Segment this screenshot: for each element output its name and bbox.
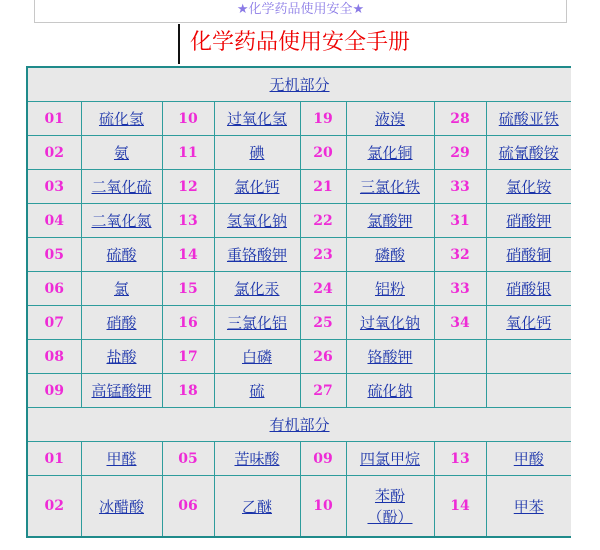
item-number: 09	[300, 442, 346, 476]
item-number: 15	[162, 272, 214, 306]
item-number: 13	[434, 442, 486, 476]
item-name-cell	[486, 170, 571, 204]
item-name-cell	[214, 340, 300, 374]
item-number: 12	[162, 170, 214, 204]
item-number	[434, 374, 486, 408]
section-link-inorganic[interactable]: 无机部分	[269, 76, 330, 94]
item-number: 20	[300, 136, 346, 170]
item-number: 10	[162, 102, 214, 136]
item-number: 19	[300, 102, 346, 136]
inorganic-chemical-link[interactable]: 硝酸钾	[506, 212, 552, 230]
inorganic-chemical-link[interactable]: 铝粉	[374, 280, 405, 298]
item-name-cell	[486, 102, 571, 136]
item-number: 18	[162, 374, 214, 408]
item-name-cell	[214, 442, 300, 476]
page-header-bar	[34, 0, 567, 23]
table-row	[27, 476, 571, 538]
item-name-cell	[81, 238, 162, 272]
inorganic-chemical-link[interactable]: 氨	[113, 144, 129, 162]
section-header-cell	[27, 67, 571, 102]
chemical-index-table	[26, 66, 571, 538]
item-number: 29	[434, 136, 486, 170]
table-row	[27, 374, 571, 408]
inorganic-chemical-link[interactable]: 硫酸	[106, 246, 137, 264]
item-number: 06	[27, 272, 81, 306]
inorganic-chemical-link[interactable]: 高锰酸钾	[91, 382, 152, 400]
organic-chemical-link[interactable]: 甲苯	[513, 497, 544, 516]
item-name-cell	[486, 306, 571, 340]
inorganic-chemical-link[interactable]: 氯	[113, 280, 129, 298]
inorganic-chemical-link[interactable]: 盐酸	[106, 348, 137, 366]
item-name-cell	[346, 170, 434, 204]
item-number: 23	[300, 238, 346, 272]
item-number: 05	[162, 442, 214, 476]
inorganic-chemical-link[interactable]: 硝酸银	[506, 280, 552, 298]
item-number: 25	[300, 306, 346, 340]
inorganic-chemical-link[interactable]: 硫酸亚铁	[498, 110, 559, 128]
table-row	[27, 238, 571, 272]
item-number: 17	[162, 340, 214, 374]
item-number: 33	[434, 272, 486, 306]
item-number: 26	[300, 340, 346, 374]
item-name-cell	[486, 442, 571, 476]
item-name-cell	[81, 306, 162, 340]
item-name-cell	[346, 102, 434, 136]
item-number: 01	[27, 442, 81, 476]
inorganic-chemical-link[interactable]: 氢氧化钠	[226, 212, 287, 230]
item-name-cell	[486, 374, 571, 408]
table-row	[27, 102, 571, 136]
item-name-cell	[81, 442, 162, 476]
item-number: 14	[162, 238, 214, 272]
item-number: 10	[300, 476, 346, 538]
organic-chemical-link[interactable]: 苯酚 （酚）	[367, 487, 413, 526]
item-number: 32	[434, 238, 486, 272]
item-name-cell	[214, 272, 300, 306]
inorganic-chemical-link[interactable]: 硝酸	[106, 314, 137, 332]
item-name-cell	[346, 272, 434, 306]
organic-chemical-link[interactable]: 乙醚	[241, 497, 272, 516]
section-header-cell	[27, 408, 571, 442]
item-number: 03	[27, 170, 81, 204]
item-name-cell	[346, 442, 434, 476]
item-number: 13	[162, 204, 214, 238]
item-name-cell	[214, 136, 300, 170]
inorganic-chemical-link[interactable]: 二氧化硫	[91, 178, 152, 196]
item-number: 11	[162, 136, 214, 170]
item-name-cell	[81, 272, 162, 306]
inorganic-chemical-link[interactable]: 氯化钙	[234, 178, 280, 196]
item-number: 16	[162, 306, 214, 340]
item-name-cell	[346, 476, 434, 538]
table-row	[27, 136, 571, 170]
item-number: 33	[434, 170, 486, 204]
inorganic-chemical-link[interactable]: 液溴	[374, 110, 405, 128]
inorganic-chemical-link[interactable]: 硫氰酸铵	[498, 144, 559, 162]
section-row-inorganic	[27, 67, 571, 102]
item-number: 02	[27, 476, 81, 538]
inorganic-chemical-link[interactable]: 白磷	[241, 348, 272, 366]
table-row	[27, 170, 571, 204]
item-name-cell	[486, 136, 571, 170]
organic-chemical-link[interactable]: 苦味酸	[234, 450, 280, 468]
item-name-cell	[346, 340, 434, 374]
item-name-cell	[214, 204, 300, 238]
item-name-cell	[486, 204, 571, 238]
table-row	[27, 204, 571, 238]
item-number: 05	[27, 238, 81, 272]
item-name-cell	[346, 374, 434, 408]
table-row	[27, 272, 571, 306]
item-name-cell	[81, 170, 162, 204]
organic-chemical-link[interactable]: 甲醛	[106, 450, 137, 468]
item-name-cell	[346, 306, 434, 340]
table-row	[27, 442, 571, 476]
item-name-cell	[81, 476, 162, 538]
inorganic-chemical-link[interactable]: 氯化铜	[367, 144, 413, 162]
item-name-cell	[346, 204, 434, 238]
item-number: 04	[27, 204, 81, 238]
item-name-cell	[486, 476, 571, 538]
item-name-cell	[81, 136, 162, 170]
item-number: 24	[300, 272, 346, 306]
section-row-organic	[27, 408, 571, 442]
inorganic-chemical-link[interactable]: 氯酸钾	[367, 212, 413, 230]
section-link-organic[interactable]: 有机部分	[269, 416, 330, 434]
item-name-cell	[486, 238, 571, 272]
item-number: 28	[434, 102, 486, 136]
inorganic-chemical-link[interactable]: 二氧化氮	[91, 212, 152, 230]
inorganic-chemical-link[interactable]: 氧化钙	[506, 314, 552, 332]
item-number: 14	[434, 476, 486, 538]
item-name-cell	[214, 476, 300, 538]
item-name-cell	[214, 306, 300, 340]
page-title: 化学药品使用安全手册	[189, 30, 410, 55]
item-number: 08	[27, 340, 81, 374]
item-name-cell	[81, 102, 162, 136]
organic-chemical-link[interactable]: 冰醋酸	[98, 497, 144, 516]
item-name-cell	[214, 374, 300, 408]
item-name-cell	[81, 374, 162, 408]
table-row	[27, 306, 571, 340]
item-number: 02	[27, 136, 81, 170]
inorganic-chemical-link[interactable]: 硫	[249, 382, 265, 400]
item-number: 06	[162, 476, 214, 538]
inorganic-chemical-link[interactable]: 过氧化钠	[359, 314, 420, 332]
inorganic-chemical-link[interactable]: 氯化汞	[234, 280, 280, 298]
table-row	[27, 340, 571, 374]
item-name-cell	[81, 204, 162, 238]
organic-chemical-link[interactable]: 甲酸	[513, 450, 544, 468]
item-number: 21	[300, 170, 346, 204]
inorganic-chemical-link[interactable]: 过氧化氢	[226, 110, 287, 128]
item-number: 01	[27, 102, 81, 136]
item-number: 07	[27, 306, 81, 340]
item-number: 09	[27, 374, 81, 408]
inorganic-chemical-link[interactable]: 三氯化铝	[226, 314, 287, 332]
item-name-cell	[81, 340, 162, 374]
inorganic-chemical-link[interactable]: 三氯化铁	[359, 178, 420, 196]
item-number	[434, 340, 486, 374]
header-banner: ★化学药品使用安全★	[236, 2, 365, 17]
item-number: 34	[434, 306, 486, 340]
item-name-cell	[486, 340, 571, 374]
inorganic-chemical-link[interactable]: 硫化钠	[367, 382, 413, 400]
inorganic-chemical-link[interactable]: 铬酸钾	[367, 348, 413, 366]
item-name-cell	[346, 238, 434, 272]
inorganic-chemical-link[interactable]: 硝酸铜	[506, 246, 552, 264]
item-number: 22	[300, 204, 346, 238]
organic-chemical-link[interactable]: 四氯甲烷	[359, 450, 420, 468]
inorganic-chemical-link[interactable]: 硫化氢	[98, 110, 144, 128]
item-number: 31	[434, 204, 486, 238]
item-name-cell	[346, 136, 434, 170]
chemical-table-container	[26, 66, 571, 550]
inorganic-chemical-link[interactable]: 磷酸	[374, 246, 405, 264]
inorganic-chemical-link[interactable]: 碘	[249, 144, 265, 162]
inorganic-chemical-link[interactable]: 氯化铵	[506, 178, 552, 196]
item-name-cell	[214, 238, 300, 272]
item-name-cell	[214, 170, 300, 204]
inorganic-chemical-link[interactable]: 重铬酸钾	[226, 246, 287, 264]
item-number: 27	[300, 374, 346, 408]
item-name-cell	[214, 102, 300, 136]
item-name-cell	[486, 272, 571, 306]
